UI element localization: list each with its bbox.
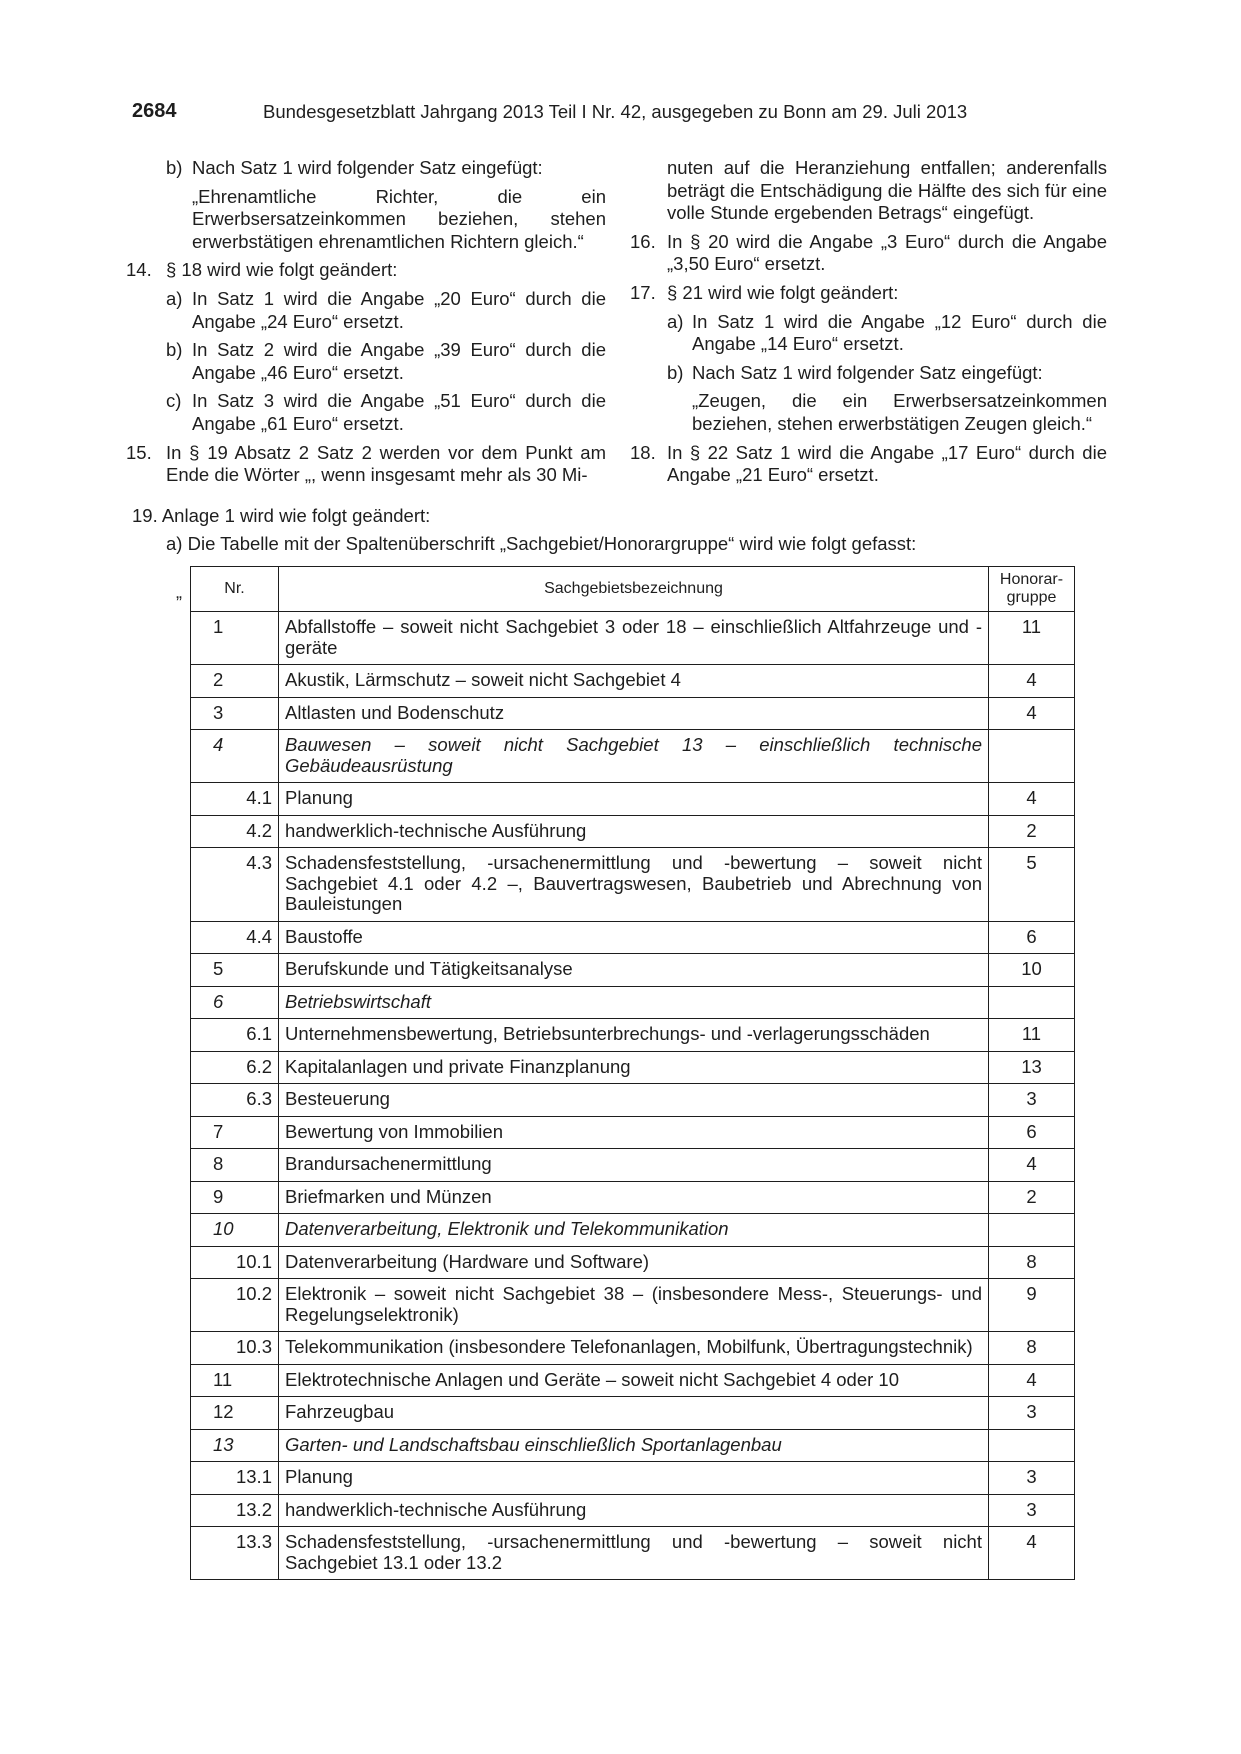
cell-nr: 12 — [191, 1397, 279, 1430]
page-number: 2684 — [132, 100, 177, 122]
item-number: b) — [667, 361, 684, 383]
cell-honorargruppe: 3 — [989, 1084, 1075, 1117]
item-text: In Satz 2 wird die Angabe „39 Euro“ durch die Angabe „46 Euro“ ersetzt. — [192, 339, 606, 383]
table-row — [191, 848, 1075, 922]
item-text: Anlage 1 wird wie folgt geändert: — [161, 505, 431, 526]
cell-nr: 13.2 — [191, 1494, 279, 1527]
cell-honorargruppe: 4 — [989, 1149, 1075, 1182]
table-row — [191, 665, 1075, 698]
table-row — [191, 1019, 1075, 1052]
item-17-b — [630, 362, 1107, 385]
cell-honorargruppe — [989, 1429, 1075, 1462]
left-column — [126, 157, 606, 487]
cell-honorargruppe — [989, 730, 1075, 783]
item-number: 17. — [630, 281, 656, 303]
cell-sachgebiet: Briefmarken und Münzen — [279, 1181, 989, 1214]
item-text: Nach Satz 1 wird folgender Satz eingefügt: — [692, 361, 1043, 383]
quoted-sentence: „Ehrenamtliche Richter, die ein Erwerbsersatzeinkommen beziehen, stehen erwerbstätigen ehrenamtlichen Richtern gleich.“ — [192, 185, 606, 252]
cell-nr: 4.1 — [191, 783, 279, 816]
table-row — [191, 1462, 1075, 1495]
item-text: In § 19 Absatz 2 Satz 2 werden vor dem Punkt am Ende die Wörter „, wenn insgesamt mehr als 30 Mi- — [166, 441, 606, 486]
cell-honorargruppe: 8 — [989, 1246, 1075, 1279]
item-number: b) — [166, 339, 183, 361]
cell-nr: 13 — [191, 1429, 279, 1462]
opening-quote-mark: „ — [176, 582, 182, 602]
cell-honorargruppe — [989, 986, 1075, 1019]
item-number: 14. — [126, 259, 152, 281]
cell-sachgebiet: Telekommunikation (insbesondere Telefonanlagen, Mobilfunk, Übertragungstechnik) — [279, 1332, 989, 1365]
item-17 — [630, 282, 1107, 305]
item-16 — [630, 231, 1107, 276]
cell-nr: 4.4 — [191, 921, 279, 954]
cell-nr: 7 — [191, 1116, 279, 1149]
item-number: a) — [166, 533, 183, 554]
cell-honorargruppe — [989, 1214, 1075, 1247]
cell-honorargruppe: 9 — [989, 1279, 1075, 1332]
table-row — [191, 1279, 1075, 1332]
cell-honorargruppe: 3 — [989, 1494, 1075, 1527]
item-text: In § 20 wird die Angabe „3 Euro“ durch die Angabe „3,50 Euro“ ersetzt. — [667, 230, 1107, 275]
cell-sachgebiet: Datenverarbeitung, Elektronik und Telekommunikation — [279, 1214, 989, 1247]
table-row — [191, 783, 1075, 816]
item-14-c — [126, 390, 606, 435]
cell-sachgebiet: Fahrzeugbau — [279, 1397, 989, 1430]
cell-honorargruppe: 4 — [989, 1527, 1075, 1580]
cell-honorargruppe: 3 — [989, 1462, 1075, 1495]
cell-sachgebiet: Altlasten und Bodenschutz — [279, 697, 989, 730]
item-text: In Satz 1 wird die Angabe „12 Euro“ durch die Angabe „14 Euro“ ersetzt. — [692, 310, 1107, 355]
table-row — [191, 1051, 1075, 1084]
table-row — [191, 815, 1075, 848]
item-text: Die Tabelle mit der Spaltenüberschrift „Sachgebiet/Honorargruppe“ wird wie folgt gefasst: — [187, 533, 917, 554]
item-text: § 21 wird wie folgt geändert: — [667, 281, 899, 303]
cell-honorargruppe: 3 — [989, 1397, 1075, 1430]
cell-nr: 10.3 — [191, 1332, 279, 1365]
table-row — [191, 697, 1075, 730]
item-number: 18. — [630, 441, 656, 463]
cell-sachgebiet: Planung — [279, 1462, 989, 1495]
item-14 — [126, 259, 606, 282]
cell-sachgebiet: Elektronik – soweit nicht Sachgebiet 38 – (insbesondere Mess-, Steuerungs- und Regelungselektronik) — [279, 1279, 989, 1332]
cell-nr: 6.2 — [191, 1051, 279, 1084]
cell-sachgebiet: Betriebswirtschaft — [279, 986, 989, 1019]
cell-sachgebiet: Elektrotechnische Anlagen und Geräte – soweit nicht Sachgebiet 4 oder 10 — [279, 1364, 989, 1397]
table-row — [191, 612, 1075, 665]
table-row — [191, 1364, 1075, 1397]
table-row — [191, 1246, 1075, 1279]
column-header-honorargruppe-line: Honorar- — [999, 571, 1064, 588]
table-row — [191, 986, 1075, 1019]
cell-sachgebiet: Berufskunde und Tätigkeitsanalyse — [279, 954, 989, 987]
cell-nr: 10.1 — [191, 1246, 279, 1279]
cell-sachgebiet: Datenverarbeitung (Hardware und Software) — [279, 1246, 989, 1279]
item-number: 16. — [630, 230, 656, 252]
cell-sachgebiet: Unternehmensbewertung, Betriebsunterbrechungs- und -verlagerungsschäden — [279, 1019, 989, 1052]
table-header-row — [191, 567, 1075, 612]
item-text: In Satz 3 wird die Angabe „51 Euro“ durch die Angabe „61 Euro“ ersetzt. — [192, 390, 606, 434]
item-18 — [630, 442, 1107, 487]
cell-sachgebiet: Akustik, Lärmschutz – soweit nicht Sachgebiet 4 — [279, 665, 989, 698]
cell-honorargruppe: 11 — [989, 1019, 1075, 1052]
item-text: § 18 wird wie folgt geändert: — [166, 259, 398, 281]
cell-nr: 2 — [191, 665, 279, 698]
cell-nr: 13.3 — [191, 1527, 279, 1580]
cell-honorargruppe: 13 — [989, 1051, 1075, 1084]
cell-sachgebiet: Bewertung von Immobilien — [279, 1116, 989, 1149]
item-number: c) — [166, 390, 182, 412]
column-header-nr: Nr. — [191, 567, 279, 612]
table-row — [191, 954, 1075, 987]
table-row — [191, 1332, 1075, 1365]
cell-nr: 9 — [191, 1181, 279, 1214]
cell-nr: 10 — [191, 1214, 279, 1247]
item-number: a) — [166, 287, 183, 309]
item-number: 15. — [126, 441, 152, 463]
item-number: 19. — [132, 505, 158, 526]
cell-honorargruppe: 11 — [989, 612, 1075, 665]
table-row — [191, 1429, 1075, 1462]
cell-nr: 13.1 — [191, 1462, 279, 1495]
item-number: b) — [166, 157, 183, 178]
column-header-honorargruppe — [989, 567, 1075, 612]
column-header-sachgebiet: Sachgebietsbezeichnung — [279, 567, 989, 612]
cell-sachgebiet: Besteuerung — [279, 1084, 989, 1117]
cell-honorargruppe: 2 — [989, 1181, 1075, 1214]
item-15 — [126, 442, 606, 487]
cell-honorargruppe: 4 — [989, 783, 1075, 816]
cell-nr: 6.3 — [191, 1084, 279, 1117]
cell-nr: 10.2 — [191, 1279, 279, 1332]
cell-nr: 11 — [191, 1364, 279, 1397]
honorargruppe-table — [190, 566, 1075, 1580]
cell-honorargruppe: 2 — [989, 815, 1075, 848]
cell-nr: 5 — [191, 954, 279, 987]
cell-sachgebiet: Kapitalanlagen und private Finanzplanung — [279, 1051, 989, 1084]
cell-nr: 8 — [191, 1149, 279, 1182]
cell-honorargruppe: 4 — [989, 1364, 1075, 1397]
table-row — [191, 1149, 1075, 1182]
item-15-continued: nuten auf die Heranziehung entfallen; anderenfalls beträgt die Entschädigung die Hälfte des sich für eine volle Stunde ergebenden Betrags“ eingefügt. — [667, 157, 1107, 224]
cell-nr: 4 — [191, 730, 279, 783]
cell-nr: 4.3 — [191, 848, 279, 922]
item-19-a — [132, 532, 1092, 556]
cell-honorargruppe: 6 — [989, 1116, 1075, 1149]
cell-sachgebiet: Baustoffe — [279, 921, 989, 954]
table-row — [191, 1181, 1075, 1214]
table-row — [191, 1397, 1075, 1430]
running-title: Bundesgesetzblatt Jahrgang 2013 Teil I Nr. 42, ausgegeben zu Bonn am 29. Juli 2013 — [263, 101, 968, 122]
cell-nr: 1 — [191, 612, 279, 665]
table-row — [191, 1494, 1075, 1527]
table-row — [191, 730, 1075, 783]
item-14-b — [126, 339, 606, 384]
item-17-a — [630, 311, 1107, 356]
cell-nr: 6.1 — [191, 1019, 279, 1052]
cell-nr: 6 — [191, 986, 279, 1019]
section-19 — [132, 504, 1092, 556]
cell-sachgebiet: Garten- und Landschaftsbau einschließlich Sportanlagenbau — [279, 1429, 989, 1462]
cell-honorargruppe: 5 — [989, 848, 1075, 922]
cell-honorargruppe: 8 — [989, 1332, 1075, 1365]
cell-sachgebiet: handwerklich-technische Ausführung — [279, 815, 989, 848]
item-14-a — [126, 288, 606, 333]
cell-nr: 3 — [191, 697, 279, 730]
cell-nr: 4.2 — [191, 815, 279, 848]
table-row — [191, 1116, 1075, 1149]
right-column — [630, 157, 1107, 487]
cell-honorargruppe: 6 — [989, 921, 1075, 954]
item-19 — [132, 504, 1092, 528]
item-text: In § 22 Satz 1 wird die Angabe „17 Euro“ durch die Angabe „21 Euro“ ersetzt. — [667, 441, 1107, 486]
quoted-sentence: „Zeugen, die ein Erwerbsersatzeinkommen beziehen, stehen erwerbstätigen Zeugen gleich.“ — [692, 390, 1107, 434]
cell-sachgebiet: Schadensfeststellung, -ursachenermittlung und -bewertung – soweit nicht Sachgebiet 13.1 oder 13.2 — [279, 1527, 989, 1580]
item-text: In Satz 1 wird die Angabe „20 Euro“ durch die Angabe „24 Euro“ ersetzt. — [192, 287, 606, 332]
cell-honorargruppe: 4 — [989, 665, 1075, 698]
table-row — [191, 1214, 1075, 1247]
cell-honorargruppe: 10 — [989, 954, 1075, 987]
column-header-honorargruppe-line: gruppe — [1006, 589, 1057, 606]
cell-sachgebiet: Planung — [279, 783, 989, 816]
cell-sachgebiet: Schadensfeststellung, -ursachenermittlung und -bewertung – soweit nicht Sachgebiet 4.1 oder 4.2 –, Bauvertragswesen, Baubetrieb und Abrechnung von Bauleistungen — [279, 848, 989, 922]
cell-sachgebiet: Abfallstoffe – soweit nicht Sachgebiet 3 oder 18 – einschließlich Altfahrzeuge und -geräte — [279, 612, 989, 665]
table-row — [191, 1084, 1075, 1117]
item-text: Nach Satz 1 wird folgender Satz eingefügt: — [192, 157, 543, 178]
table-row — [191, 1527, 1075, 1580]
item-b — [126, 157, 606, 180]
cell-sachgebiet: Bauwesen – soweit nicht Sachgebiet 13 – einschließlich technische Gebäudeausrüstung — [279, 730, 989, 783]
cell-sachgebiet: Brandursachenermittlung — [279, 1149, 989, 1182]
cell-honorargruppe: 4 — [989, 697, 1075, 730]
table-row — [191, 921, 1075, 954]
item-number: a) — [667, 310, 684, 332]
cell-sachgebiet: handwerklich-technische Ausführung — [279, 1494, 989, 1527]
